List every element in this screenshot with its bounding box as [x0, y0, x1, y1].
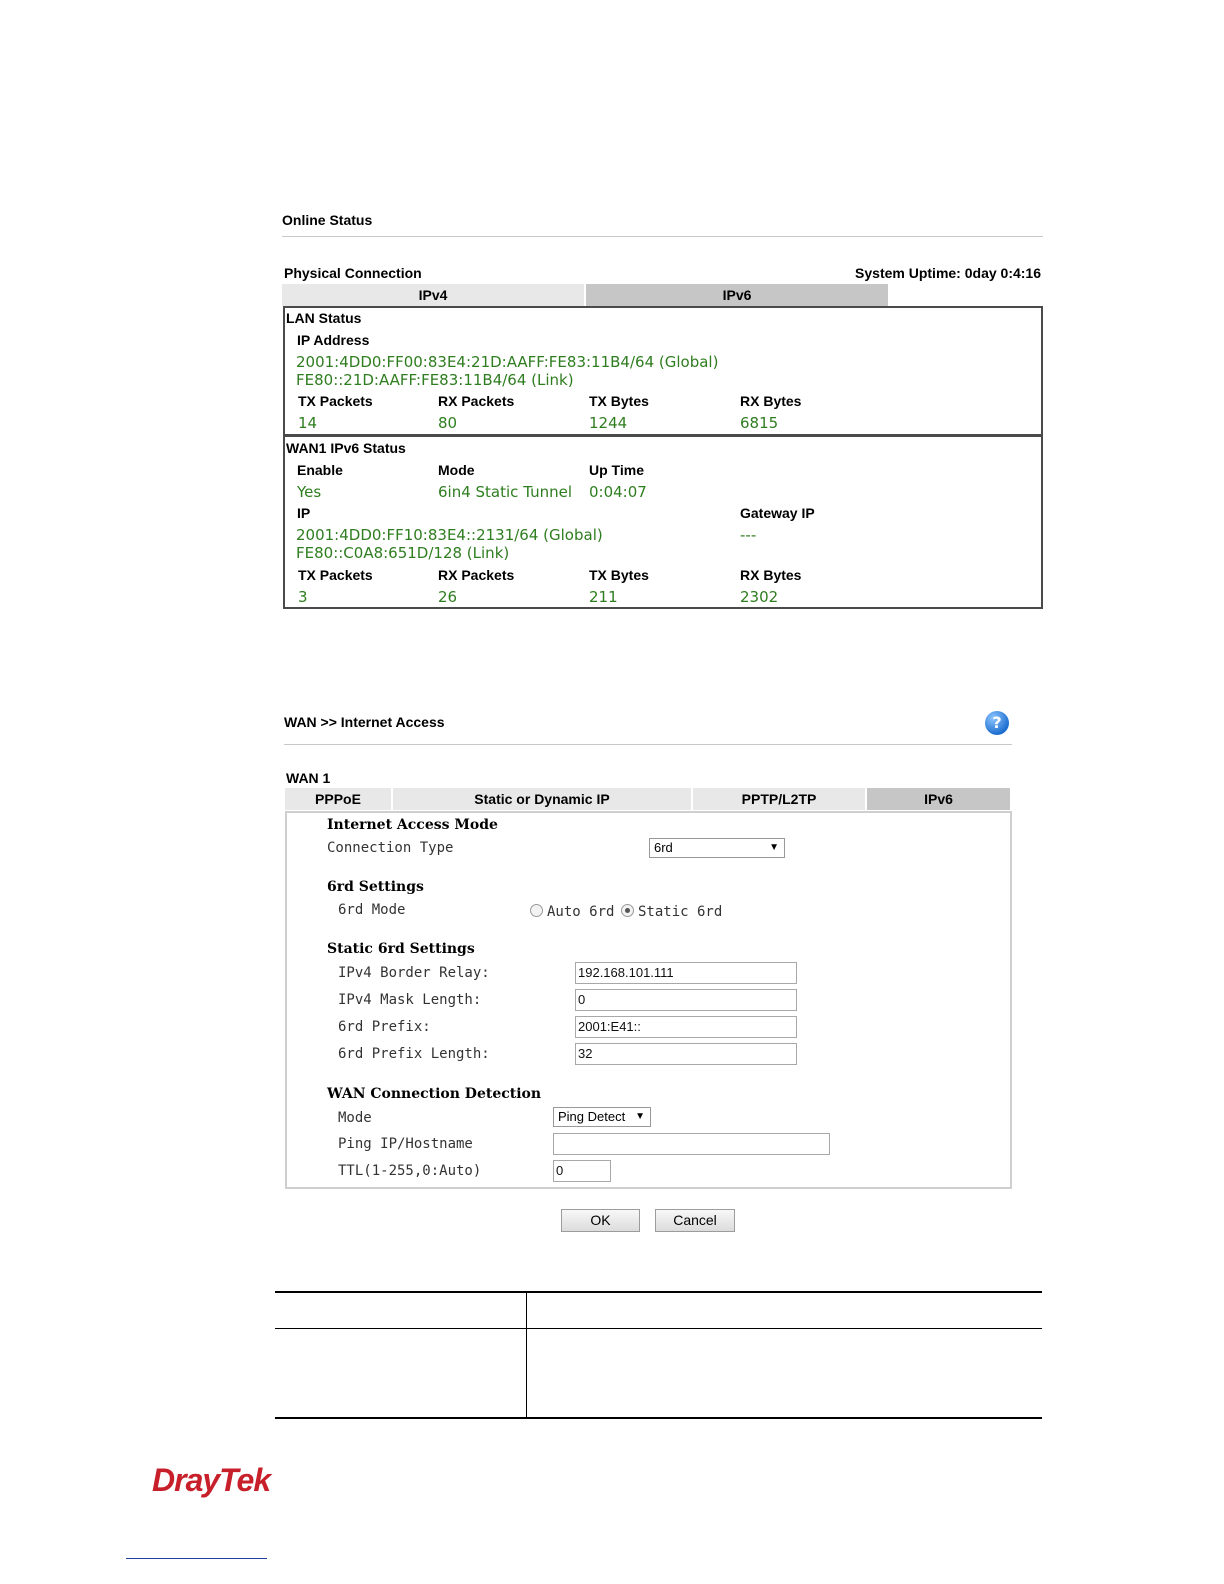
ttl-label: TTL(1-255,0:Auto) — [338, 1163, 482, 1179]
footer-rule — [126, 1558, 267, 1559]
lan-rx-bytes-value: 6815 — [740, 414, 779, 432]
dropdown-arrow-icon: ▼ — [635, 1111, 645, 1122]
tab-pptp-l2tp[interactable]: PPTP/L2TP — [693, 788, 865, 810]
static-6rd-radio[interactable] — [621, 904, 634, 917]
6rd-prefix-input[interactable]: 2001:E41:: — [575, 1016, 797, 1038]
mode-header: Mode — [438, 462, 475, 478]
connection-type-label: Connection Type — [327, 840, 454, 856]
lan-ip-link: FE80::21D:AAFF:FE83:11B4/64 (Link) — [296, 371, 574, 389]
wan-ip-label: IP — [297, 505, 311, 521]
wan-tx-packets-header: TX Packets — [298, 567, 373, 583]
wan-tx-bytes-header: TX Bytes — [589, 567, 649, 583]
system-uptime: System Uptime: 0day 0:4:16 — [855, 265, 1041, 281]
6rd-mode-label: 6rd Mode — [338, 902, 406, 918]
lan-tx-packets-value: 14 — [298, 414, 318, 432]
tab-pppoe[interactable]: PPPoE — [285, 788, 391, 810]
6rd-prefix-length-input[interactable]: 32 — [575, 1043, 797, 1065]
detection-mode-label: Mode — [338, 1110, 372, 1126]
6rd-prefix-label: 6rd Prefix: — [338, 1019, 431, 1035]
wan1-ipv6-status-panel — [283, 435, 1043, 609]
detection-mode-value: Ping Detect — [558, 1109, 626, 1124]
tab-ipv4[interactable]: IPv4 — [282, 284, 584, 306]
wan-rx-packets-value: 26 — [438, 588, 458, 606]
tab-ipv6[interactable]: IPv6 — [586, 284, 888, 306]
online-status-title: Online Status — [282, 212, 373, 228]
physical-connection-label: Physical Connection — [284, 265, 422, 281]
wan-rx-bytes-header: RX Bytes — [740, 567, 802, 583]
ping-hostname-input[interactable] — [553, 1133, 830, 1155]
ping-hostname-label: Ping IP/Hostname — [338, 1136, 473, 1152]
title-divider — [282, 236, 1043, 237]
lan-tx-packets-header: TX Packets — [298, 393, 373, 409]
dropdown-arrow-icon: ▼ — [769, 842, 779, 853]
ok-button[interactable]: OK — [561, 1209, 640, 1232]
ip-address-label: IP Address — [297, 332, 370, 348]
table-top-rule — [275, 1291, 1042, 1293]
detection-mode-select[interactable] — [553, 1107, 651, 1127]
internet-access-mode-heading: Internet Access Mode — [327, 817, 498, 833]
table-column-divider — [526, 1292, 527, 1418]
draytek-logo: DrayTek — [152, 1462, 271, 1498]
lan-tx-bytes-value: 1244 — [589, 414, 628, 432]
mode-value: 6in4 Static Tunnel — [438, 483, 572, 501]
6rd-prefix-length-label: 6rd Prefix Length: — [338, 1046, 490, 1062]
table-header-rule — [275, 1328, 1042, 1329]
wan-tx-packets-value: 3 — [298, 588, 308, 606]
static-6rd-label: Static 6rd — [638, 904, 723, 920]
wan1-ipv6-status-heading: WAN1 IPv6 Status — [286, 440, 406, 456]
wan-rx-packets-header: RX Packets — [438, 567, 515, 583]
border-relay-label: IPv4 Border Relay: — [338, 965, 490, 981]
lan-status-heading: LAN Status — [286, 310, 362, 326]
6rd-settings-heading: 6rd Settings — [327, 879, 424, 895]
connection-type-select[interactable] — [649, 838, 785, 858]
wan-ip-link: FE80::C0A8:651D/128 (Link) — [296, 544, 510, 562]
wan-tx-bytes-value: 211 — [589, 588, 618, 606]
lan-rx-packets-value: 80 — [438, 414, 458, 432]
title-divider — [284, 744, 1012, 745]
auto-6rd-label: Auto 6rd — [547, 904, 615, 920]
wan-internet-access-title: WAN >> Internet Access — [284, 714, 445, 730]
mask-length-input[interactable]: 0 — [575, 989, 797, 1011]
enable-header: Enable — [297, 462, 343, 478]
mask-length-label: IPv4 Mask Length: — [338, 992, 482, 1008]
border-relay-input[interactable]: 192.168.101.111 — [575, 962, 797, 984]
enable-value: Yes — [297, 483, 322, 501]
wan-rx-bytes-value: 2302 — [740, 588, 779, 606]
lan-ip-global: 2001:4DD0:FF00:83E4:21D:AAFF:FE83:11B4/64 (Global) — [296, 353, 719, 371]
lan-rx-bytes-header: RX Bytes — [740, 393, 802, 409]
cancel-button[interactable]: Cancel — [655, 1209, 735, 1232]
wan-ip-global: 2001:4DD0:FF10:83E4::2131/64 (Global) — [296, 526, 603, 544]
uptime-header: Up Time — [589, 462, 644, 478]
question-circle-icon[interactable]: ? — [985, 711, 1009, 735]
static-6rd-settings-heading: Static 6rd Settings — [327, 941, 475, 957]
lan-rx-packets-header: RX Packets — [438, 393, 515, 409]
tab-static-dynamic-ip[interactable]: Static or Dynamic IP — [393, 788, 691, 810]
gateway-ip-value: --- — [740, 526, 757, 544]
uptime-value: 0:04:07 — [589, 483, 647, 501]
ttl-input[interactable]: 0 — [553, 1160, 611, 1182]
auto-6rd-radio[interactable] — [530, 904, 543, 917]
connection-type-value: 6rd — [654, 840, 673, 855]
wan-connection-detection-heading: WAN Connection Detection — [327, 1086, 542, 1102]
wan1-label: WAN 1 — [286, 770, 331, 786]
tab-ipv6[interactable]: IPv6 — [867, 788, 1010, 810]
table-bottom-rule — [275, 1417, 1042, 1419]
gateway-ip-label: Gateway IP — [740, 505, 815, 521]
lan-tx-bytes-header: TX Bytes — [589, 393, 649, 409]
